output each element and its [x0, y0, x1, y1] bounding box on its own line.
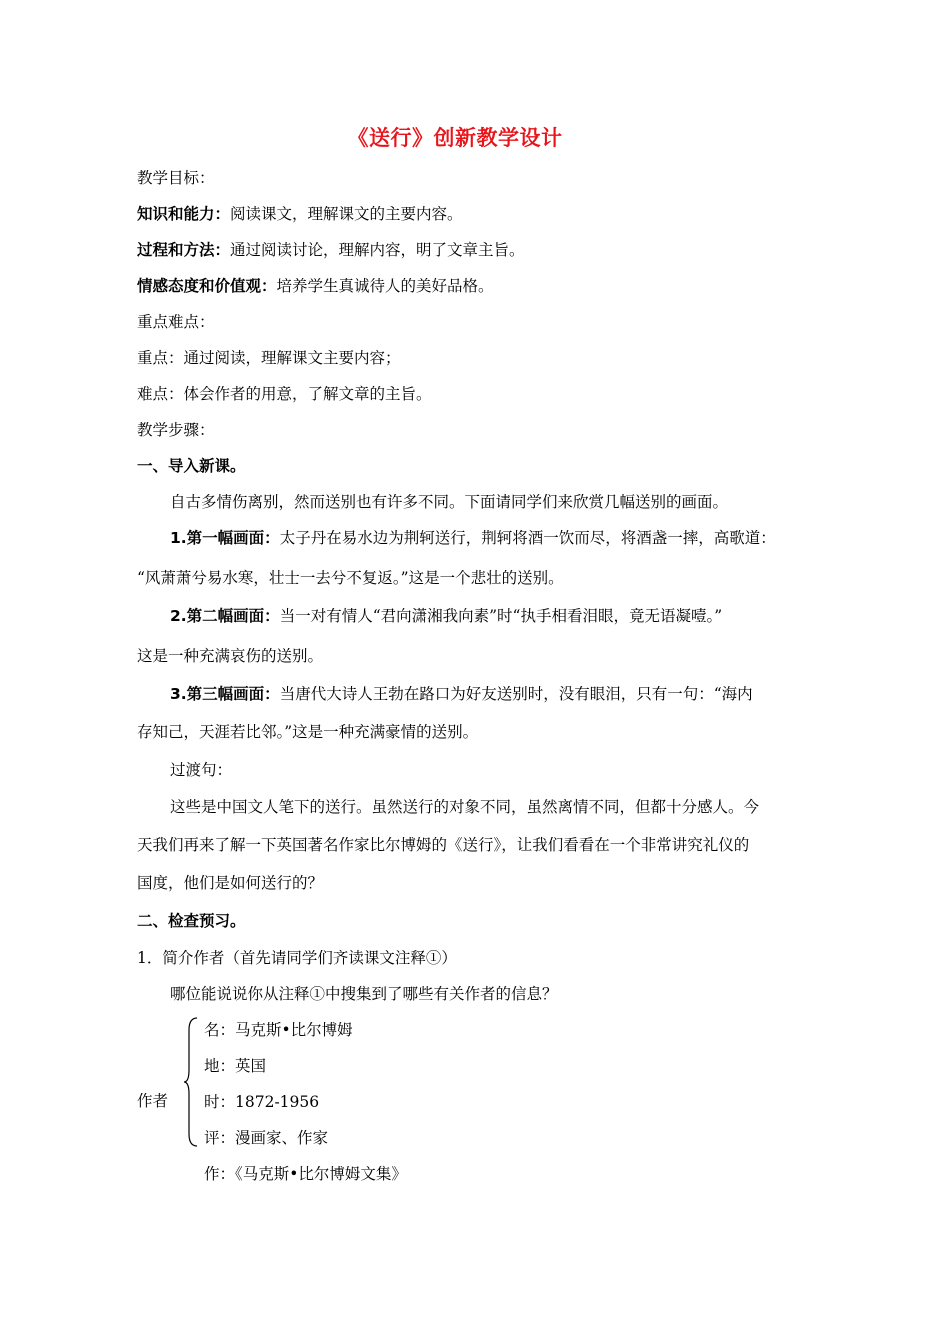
page-title: 《送行》创新教学设计 — [347, 126, 563, 150]
scene3-label: 3.第三幅画面： — [170, 685, 280, 703]
scene2-line1 — [170, 605, 860, 627]
goal-process — [137, 239, 827, 261]
scene2-text: 当一对有情人“君向潇湘我向素”时“执手相看泪眼，竟无语凝噎。” — [279, 607, 723, 625]
goals-heading: 教学目标： — [137, 169, 215, 187]
goal-emotion-label: 情感态度和价值观： — [137, 277, 277, 295]
goal-emotion — [137, 275, 827, 297]
difficulty-point: 难点：体会作者的用意，了解文章的主旨。 — [137, 385, 432, 403]
curly-brace-icon — [183, 1016, 199, 1148]
scene1-text: 太子丹在易水边为荆轲送行，荆轲将酒一饮而尽，将酒盏一摔，高歌道： — [279, 529, 776, 547]
key-points-heading: 重点难点： — [137, 313, 215, 331]
scene3-line1 — [170, 683, 860, 705]
key-point: 重点：通过阅读，理解课文主要内容； — [137, 349, 401, 367]
author-label: 作者 — [137, 1092, 169, 1110]
author-works: 作：《马克斯•比尔博姆文集》 — [204, 1165, 407, 1183]
question: 哪位能说说你从注释①中搜集到了哪些有关作者的信息？ — [170, 985, 558, 1003]
author-time: 时：1872-1956 — [204, 1093, 320, 1111]
author-review: 评：漫画家、作家 — [204, 1129, 329, 1147]
scene1-line1 — [170, 527, 860, 549]
scene3-text: 当唐代大诗人王勃在路口为好友送别时，没有眼泪，只有一句：“海内 — [279, 685, 753, 703]
scene2-line2: 这是一种充满哀伤的送别。 — [137, 647, 324, 665]
scene1-line2: “风萧萧兮易水寒，壮士一去兮不复返。”这是一个悲壮的送别。 — [137, 569, 564, 587]
scene3-line2: 存知己，天涯若比邻。”这是一种充满豪情的送别。 — [137, 723, 479, 741]
author-name: 名：马克斯•比尔博姆 — [204, 1021, 353, 1039]
transition-line2: 天我们再来了解一下英国著名作家比尔博姆的《送行》，让我们看看在一个非常讲究礼仪的 — [137, 836, 750, 854]
section2-heading: 二、检查预习。 — [137, 912, 246, 930]
goal-knowledge — [137, 203, 827, 225]
goal-emotion-text: 培养学生真诚待人的美好品格。 — [276, 277, 494, 295]
scene2-label: 2.第二幅画面： — [170, 607, 280, 625]
goal-process-label: 过程和方法： — [137, 241, 231, 259]
goal-process-text: 通过阅读讨论，理解内容，明了文章主旨。 — [230, 241, 525, 259]
section1-heading: 一、导入新课。 — [137, 457, 246, 475]
goal-knowledge-label: 知识和能力： — [137, 205, 231, 223]
transition-label: 过渡句： — [170, 761, 233, 779]
scene1-label: 1.第一幅画面： — [170, 529, 280, 547]
transition-line3: 国度，他们是如何送行的？ — [137, 874, 324, 892]
transition-line1: 这些是中国文人笔下的送行。虽然送行的对象不同，虽然离情不同，但都十分感人。今 — [170, 798, 760, 816]
author-place: 地：英国 — [204, 1057, 267, 1075]
goal-knowledge-text: 阅读课文，理解课文的主要内容。 — [230, 205, 463, 223]
item1: 1．简介作者（首先请同学们齐读课文注释①） — [137, 949, 457, 967]
steps-heading: 教学步骤： — [137, 421, 215, 439]
intro-paragraph: 自古多情伤离别，然而送别也有许多不同。下面请同学们来欣赏几幅送别的画面。 — [170, 493, 729, 511]
